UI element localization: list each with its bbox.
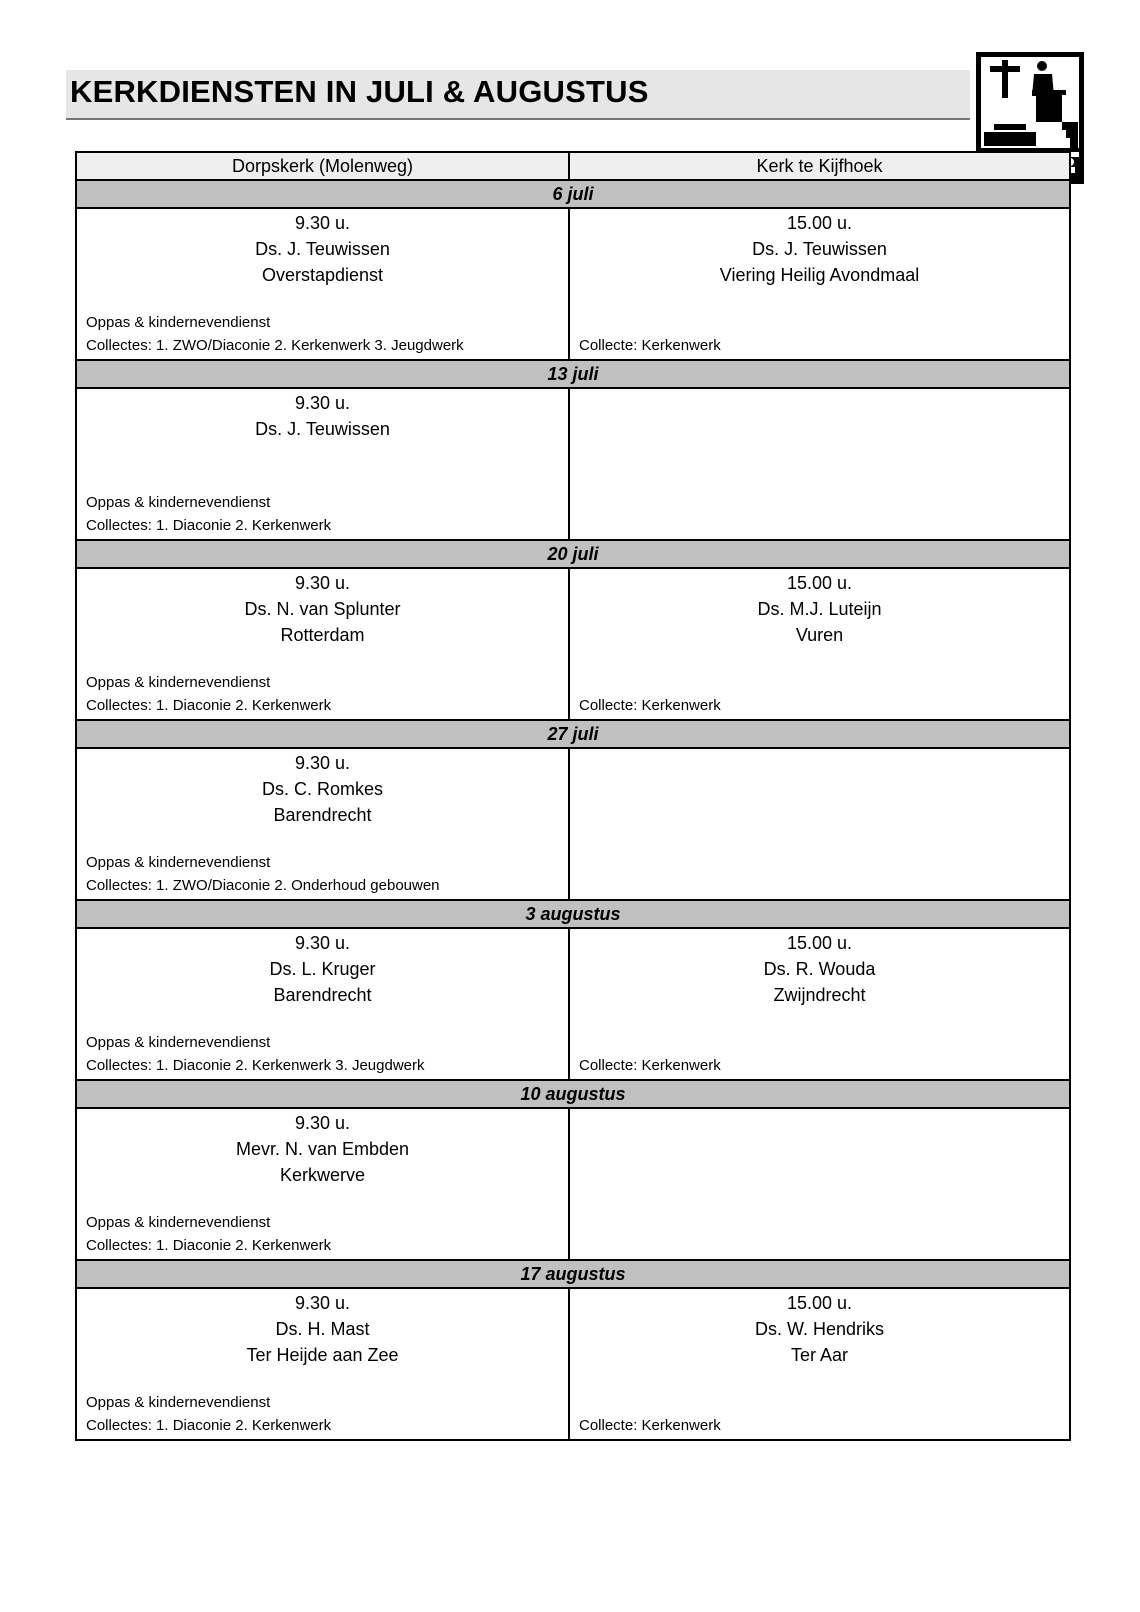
collecte-note: Collectes: 1. Diaconie 2. Kerkenwerk	[86, 1417, 332, 1434]
oppas-note: Oppas & kindernevendienst	[86, 494, 271, 511]
schedule-table	[75, 151, 1071, 1441]
kijfhoek-cell	[569, 1288, 1070, 1440]
dorpskerk-cell	[76, 208, 569, 360]
service-time: 9.30 u.	[294, 213, 351, 233]
place: Ter Aar	[790, 1345, 849, 1365]
service-time: 15.00 u.	[786, 1293, 853, 1313]
page-title: KERKDIENSTEN IN JULI & AUGUSTUS	[70, 74, 649, 109]
kijfhoek-cell	[569, 928, 1070, 1080]
service-row	[76, 928, 1070, 1080]
preacher: Ds. W. Hendriks	[754, 1319, 885, 1339]
service-date: 20 juli	[76, 540, 1070, 568]
oppas-note: Oppas & kindernevendienst	[86, 314, 271, 331]
date-row	[76, 360, 1070, 388]
dorpskerk-cell	[76, 1288, 569, 1440]
service-time: 9.30 u.	[294, 573, 351, 593]
preacher: Ds. L. Kruger	[269, 959, 376, 979]
kijfhoek-cell	[569, 208, 1070, 360]
kijfhoek-cell	[569, 388, 1070, 540]
dorpskerk-cell	[76, 928, 569, 1080]
service-date: 10 augustus	[76, 1080, 1070, 1108]
service-time: 15.00 u.	[786, 573, 853, 593]
collecte-note: Collectes: 1. ZWO/Diaconie 2. Kerkenwerk 3. Jeugdwerk	[86, 337, 464, 354]
service-time: 9.30 u.	[294, 753, 351, 773]
date-row	[76, 1260, 1070, 1288]
collecte-note: Collectes: 1. ZWO/Diaconie 2. Onderhoud gebouwen	[86, 877, 440, 894]
preacher: Mevr. N. van Embden	[235, 1139, 410, 1159]
date-row	[76, 540, 1070, 568]
service-time: 9.30 u.	[294, 1293, 351, 1313]
service-time: 9.30 u.	[294, 393, 351, 413]
place: Ter Heijde aan Zee	[246, 1345, 399, 1365]
header-kijfhoek: Kerk te Kijfhoek	[569, 152, 1070, 180]
service-date: 6 juli	[76, 180, 1070, 208]
kijfhoek-cell	[569, 1108, 1070, 1260]
place: Barendrecht	[273, 805, 372, 825]
dorpskerk-cell	[76, 748, 569, 900]
collecte-note: Collectes: 1. Diaconie 2. Kerkenwerk 3. Jeugdwerk	[86, 1057, 425, 1074]
dorpskerk-cell	[76, 568, 569, 720]
oppas-note: Oppas & kindernevendienst	[86, 1214, 271, 1231]
date-row	[76, 180, 1070, 208]
service-row	[76, 748, 1070, 900]
service-time: 9.30 u.	[294, 933, 351, 953]
place: Rotterdam	[280, 625, 365, 645]
service-time: 9.30 u.	[294, 1113, 351, 1133]
table-header-row	[76, 152, 1070, 180]
oppas-note: Oppas & kindernevendienst	[86, 1034, 271, 1051]
date-row	[76, 1080, 1070, 1108]
collecte-note: Collecte: Kerkenwerk	[579, 1417, 721, 1434]
service-row	[76, 568, 1070, 720]
dorpskerk-cell	[76, 388, 569, 540]
collecte-note: Collecte: Kerkenwerk	[579, 697, 721, 714]
service-date: 3 augustus	[76, 900, 1070, 928]
preacher: Ds. J. Teuwissen	[752, 239, 887, 259]
preacher: Ds. C. Romkes	[261, 779, 384, 799]
service-row	[76, 208, 1070, 360]
preacher: Ds. J. Teuwissen	[255, 239, 390, 259]
service-date: 13 juli	[76, 360, 1070, 388]
place: Kerkwerve	[279, 1165, 366, 1185]
place: Barendrecht	[273, 985, 372, 1005]
collecte-note: Collectes: 1. Diaconie 2. Kerkenwerk	[86, 517, 332, 534]
preacher: Ds. N. van Splunter	[244, 599, 401, 619]
place: Viering Heilig Avondmaal	[719, 265, 920, 285]
preacher: Ds. R. Wouda	[763, 959, 876, 979]
place: Overstapdienst	[261, 265, 384, 285]
oppas-note: Oppas & kindernevendienst	[86, 1394, 271, 1411]
oppas-note: Oppas & kindernevendienst	[86, 674, 271, 691]
service-time: 15.00 u.	[786, 213, 853, 233]
oppas-note: Oppas & kindernevendienst	[86, 854, 271, 871]
service-row	[76, 1108, 1070, 1260]
header-dorpskerk: Dorpskerk (Molenweg)	[76, 152, 569, 180]
date-row	[76, 900, 1070, 928]
place: Vuren	[795, 625, 844, 645]
title-bar	[66, 70, 972, 120]
kijfhoek-cell	[569, 748, 1070, 900]
collecte-note: Collectes: 1. Diaconie 2. Kerkenwerk	[86, 697, 332, 714]
service-date: 17 augustus	[76, 1260, 1070, 1288]
preacher: Ds. H. Mast	[275, 1319, 370, 1339]
preacher: Ds. M.J. Luteijn	[757, 599, 882, 619]
collecte-note: Collectes: 1. Diaconie 2. Kerkenwerk	[86, 1237, 332, 1254]
collecte-note: Collecte: Kerkenwerk	[579, 1057, 721, 1074]
date-row	[76, 720, 1070, 748]
collecte-note: Collecte: Kerkenwerk	[579, 337, 721, 354]
preacher: Ds. J. Teuwissen	[255, 419, 390, 439]
service-time: 15.00 u.	[786, 933, 853, 953]
service-row	[76, 388, 1070, 540]
dorpskerk-cell	[76, 1108, 569, 1260]
place: Zwijndrecht	[773, 985, 866, 1005]
service-date: 27 juli	[76, 720, 1070, 748]
service-row	[76, 1288, 1070, 1440]
kijfhoek-cell	[569, 568, 1070, 720]
